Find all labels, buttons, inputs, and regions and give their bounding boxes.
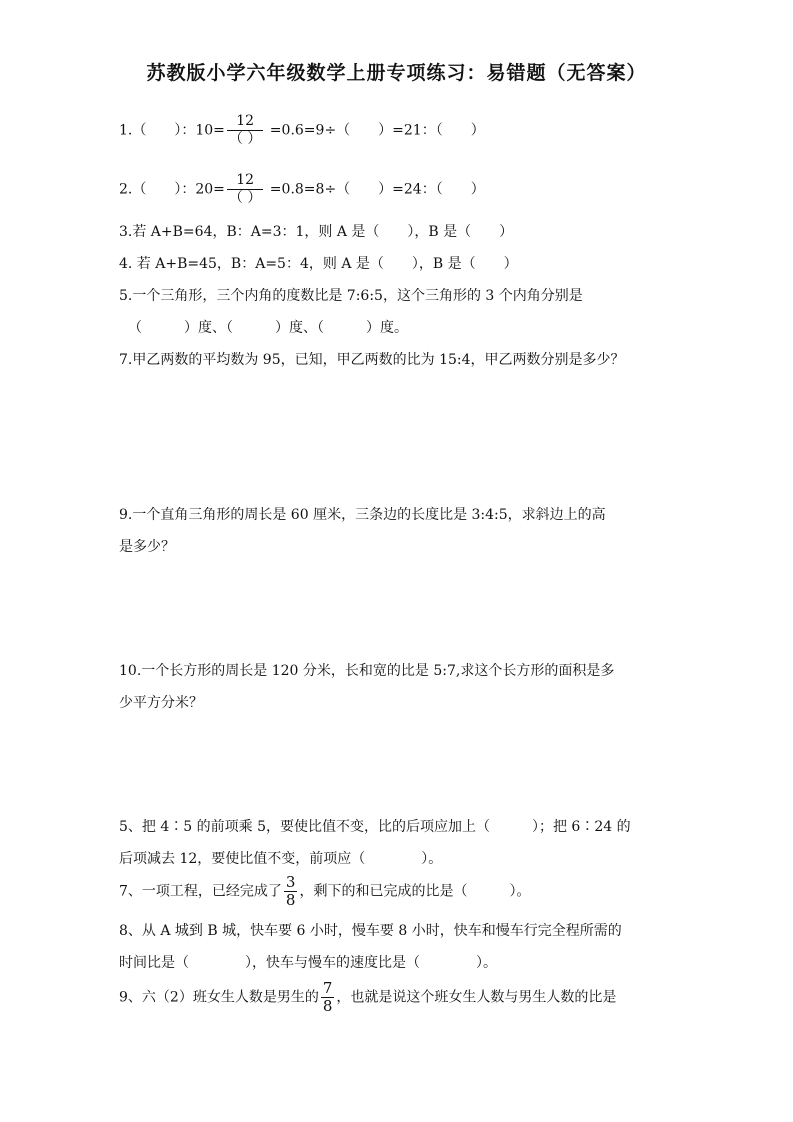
question-1-fraction [227, 113, 263, 148]
question-4: 4. 若 A+B=45，B：A=5：4，则 A 是（ ），B 是（ ） [119, 256, 518, 272]
problem-9-prefix: 9、六（2）班女生人数是男生的 [119, 989, 319, 1006]
problem-7-fraction [284, 874, 298, 909]
problem-9-numerator: 7 [322, 979, 333, 997]
question-1 [119, 113, 485, 148]
problem-7-prefix: 7、一项工程，已经完成了 [119, 883, 282, 900]
question-10-line-2: 少平方分米？ [119, 695, 203, 711]
problem-7-numerator: 3 [285, 873, 296, 891]
problem-5-line-2: 后项减去 12，要使比值不变，前项应（ ）。 [119, 851, 443, 867]
question-1-prefix: 1.（ ）：10= [119, 122, 225, 139]
question-1-suffix: =0.6=9÷（ ）=21：（ ） [265, 122, 485, 139]
problem-7-denominator: 8 [285, 891, 296, 909]
problem-8-line-2: 时间比是（ ），快车与慢车的速度比是（ ）。 [119, 955, 497, 971]
page-title: 苏教版小学六年级数学上册专项练习：易错题（无答案） [146, 62, 647, 84]
problem-7 [119, 874, 530, 909]
problem-5-line-1: 5、把 4∶5 的前项乘 5，要使比值不变，比的后项应加上（ ）；把 6∶24 的 [119, 819, 631, 835]
question-9-line-1: 9.一个直角三角形的周长是 60 厘米，三条边的长度比是 3:4:5，求斜边上的高 [119, 507, 606, 523]
problem-9 [119, 980, 616, 1015]
problem-9-suffix: ，也就是说这个班女生人数与男生人数的比是 [336, 989, 617, 1006]
question-3: 3.若 A+B=64，B：A=3：1，则 A 是（ ），B 是（ ） [119, 224, 514, 240]
question-1-numerator: 12 [236, 113, 255, 129]
question-2-denominator: （ ） [228, 190, 262, 206]
question-2 [119, 172, 485, 207]
question-1-denominator: （ ） [228, 131, 262, 147]
question-5-line-1: 5.一个三角形，三个内角的度数比是 7:6:5，这个三角形的 3 个内角分别是 [119, 288, 583, 304]
question-2-prefix: 2.（ ）：20= [119, 181, 225, 198]
question-5-line-2: （ ）度、（ ）度、（ ）度。 [128, 320, 408, 336]
question-2-numerator: 12 [236, 172, 255, 188]
question-10-line-1: 10.一个长方形的周长是 120 分米，长和宽的比是 5:7,求这个长方形的面积是多 [119, 663, 615, 679]
question-2-fraction [227, 172, 263, 207]
question-7: 7.甲乙两数的平均数为 95，已知，甲乙两数的比为 15:4，甲乙两数分别是多少？ [119, 352, 625, 368]
problem-9-denominator: 8 [322, 997, 333, 1015]
problem-7-suffix: ，剩下的和已完成的比是（ ）。 [299, 883, 531, 900]
problem-8-line-1: 8、从 A 城到 B 城，快车要 6 小时，慢车要 8 小时，快车和慢车行完全程所需的 [119, 923, 622, 939]
problem-9-fraction [321, 980, 335, 1015]
question-9-line-2: 是多少？ [119, 539, 175, 555]
question-2-suffix: =0.8=8÷（ ）=24：（ ） [265, 181, 485, 198]
